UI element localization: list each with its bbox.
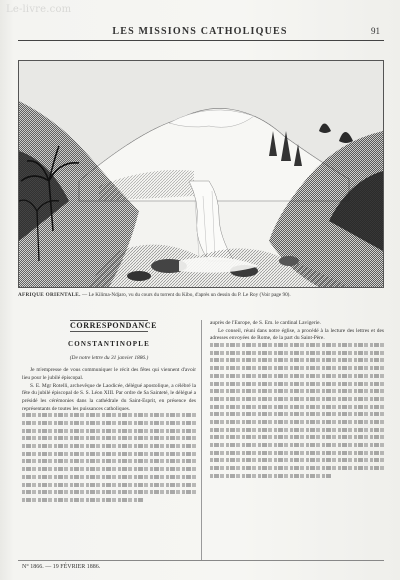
text-line [210, 358, 384, 362]
text-lines-block [210, 343, 384, 478]
text-line [22, 467, 196, 471]
text-line [210, 428, 384, 432]
text-line [22, 421, 196, 425]
caption-text: — Le Kilima-Ndjaro, vu du cours du torrent du Kibo, d'après un dessin du P. Le Roy (Voir page 90). [81, 292, 291, 298]
text-line [210, 397, 384, 401]
column-divider [201, 320, 202, 560]
text-line [210, 389, 384, 393]
paragraph: S. E. Mgr Rotelli, archevêque de Laodicée, délégué apostolique, a célébré la fête du jubilé épiscopal de S. S. Léon XIII. Par ordre de Sa Sainteté, le délégué a présidé les cérémonies dans la cathédrale du Saint-Esprit, en présence des représentants de toutes les puissances catholiques. [22, 382, 196, 412]
text-line [210, 351, 384, 355]
text-line [22, 483, 196, 487]
engraving-illustration [18, 60, 384, 288]
issue-footer: N° 1866. — 19 FÉVRIER 1886. [22, 564, 101, 570]
text-line [210, 405, 384, 409]
text-line [210, 374, 384, 378]
text-line [210, 435, 384, 439]
subsection-title: CONSTANTINOPLE [67, 339, 150, 348]
text-line [22, 459, 196, 463]
paragraph: Je m'empresse de vous communiquer le récit des fêtes qui viennent d'avoir lieu pour le jubilé épiscopal. [22, 367, 196, 381]
text-line [210, 474, 332, 478]
text-line [22, 490, 196, 494]
footer-rule [18, 560, 384, 561]
text-line [22, 436, 196, 440]
section-title: CORRESPONDANCE [70, 321, 158, 330]
text-line [210, 466, 384, 470]
text-line [210, 443, 384, 447]
text-line [22, 444, 196, 448]
paragraph: Le conseil, réuni dans notre église, a procédé à la lecture des lettres et des adresses envoyées de Rome, de la part du Saint-Père. [210, 327, 384, 342]
text-line [22, 413, 196, 417]
text-line [22, 475, 196, 479]
watermark-logo: Le-livre.com [6, 4, 72, 15]
paragraph: auprès de l'Europe, de S. Em. le cardinal Lavigerie. [210, 320, 321, 326]
right-column [210, 320, 384, 481]
text-line [22, 452, 196, 456]
text-line [210, 382, 384, 386]
running-header [20, 26, 380, 38]
page-number: 91 [371, 26, 380, 36]
text-line [22, 498, 144, 502]
text-lines-block [22, 413, 196, 502]
header-rule [18, 40, 384, 41]
mountain-waterfall-engraving [19, 61, 383, 287]
caption-lead: AFRIQUE ORIENTALE. [18, 292, 81, 298]
text-line [210, 412, 384, 416]
illustration-caption [18, 292, 384, 299]
journal-title: LES MISSIONS CATHOLIQUES [112, 26, 288, 37]
text-line [210, 343, 384, 347]
dateline: (De notre lettre du 31 janvier 1886.) [69, 355, 149, 362]
text-line [210, 451, 384, 455]
text-line [210, 420, 384, 424]
left-column [22, 320, 196, 506]
text-line [210, 458, 384, 462]
text-line [210, 366, 384, 370]
text-line [22, 429, 196, 433]
